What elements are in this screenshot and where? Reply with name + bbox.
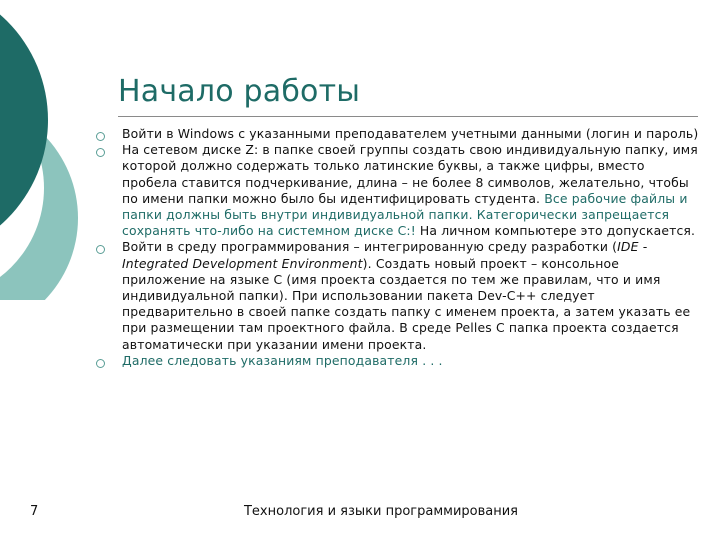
bullet-text-before: Войти в среду программирования – интегрированную среду разработки ( [122, 239, 618, 255]
list-item [92, 126, 704, 142]
list-item [92, 239, 704, 352]
list-item [92, 142, 704, 239]
bullet-tail: На личном компьютере это допускается. [415, 223, 696, 239]
bullet-list [92, 126, 704, 369]
circle-bullet-icon [96, 359, 105, 368]
bullet-text-after: ). Создать новый проект – консольное приложение на языке С (имя проекта создается по тем же правилам, что и имя индивидуальной папки). При использовании пакета Dev-C++ следует предварительно в своей папке создать папку с именем проекта, а затем указать ее при размещении там проектного файла. В среде Pelles C папка проекта создается автоматически при указании имени проекта. [122, 255, 691, 352]
title-divider [118, 116, 698, 117]
footer-title: Технология и языки программирования [243, 504, 518, 519]
circle-bullet-icon [96, 245, 105, 254]
bullet-text [122, 142, 704, 239]
bullet-text: Далее следовать указаниям преподавателя . . . [122, 352, 443, 368]
bullet-text [122, 239, 704, 352]
circle-bullet-icon [96, 148, 105, 157]
bullet-text: Войти в Windows с указанными преподавателем учетными данными (логин и пароль) [122, 126, 699, 141]
bullet-highlight: Все рабочие файлы и папки должны быть внутри индивидуальной папки. Категорически запрещается сохранять что-либо на системном диске С:! [122, 190, 688, 239]
slide-title: Начало работы [118, 74, 361, 109]
bullet-text-main: На сетевом диске Z: в папке своей группы создать свою индивидуальную папку, имя которой должно содержать только латинские буквы, а также цифры, вместо пробела ставится подчеркивание, длина – не более 8 символов, желательно, чтобы по имени папки можно было бы идентифицировать студента. [122, 142, 698, 206]
list-item [92, 353, 704, 369]
circle-bullet-icon [96, 132, 105, 141]
bullet-italic-term: IDE - Integrated Development Environment [122, 239, 648, 271]
page-number: 7 [30, 504, 39, 519]
